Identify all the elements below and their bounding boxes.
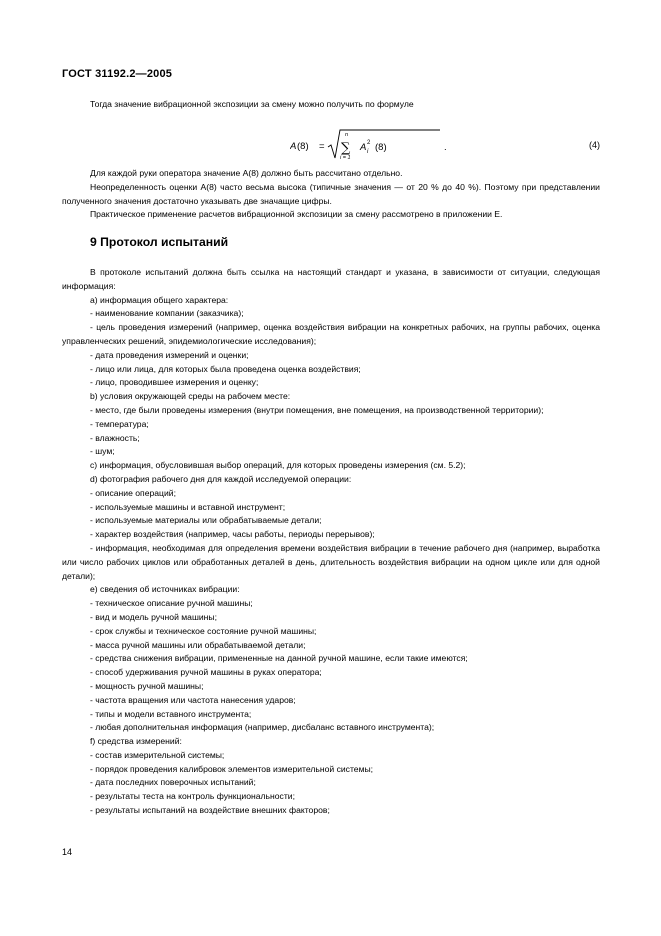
protocol-item: - описание операций; (90, 487, 176, 498)
note-paragraph: Для каждой руки оператора значение A(8) должно быть рассчитано отдельно. (90, 168, 403, 178)
protocol-item: - шум; (90, 446, 115, 457)
protocol-item: - место, где были проведены измерения (внутри помещения, вне помещения, на производственной территории); (90, 404, 544, 415)
term-superscript: 2 (367, 140, 371, 146)
protocol-item: - способ удерживания ручной машины в руках оператора; (90, 667, 322, 678)
protocol-item: - результаты теста на контроль функциональности; (90, 791, 295, 802)
protocol-item: е) сведения об источниках вибрации: (90, 584, 240, 595)
equation-number: (4) (589, 140, 600, 150)
intro-paragraph (62, 98, 600, 112)
protocol-item: - влажность; (90, 432, 140, 443)
protocol-item: - дата последних поверочных испытаний; (90, 777, 256, 788)
protocol-item: - используемые машины и вставной инструмент; (90, 501, 286, 512)
intro-text: Тогда значение вибрационной экспозиции за смену можно получить по формуле (90, 99, 414, 109)
protocol-item: d) фотография рабочего дня для каждой исследуемой операции: (90, 473, 352, 484)
sum-lower-limit: i = 1 (340, 155, 351, 161)
protocol-item: - любая дополнительная информация (например, дисбаланс вставного инструмента); (90, 722, 435, 733)
note-paragraph: Практическое применение расчетов вибрационной экспозиции за смену рассмотрено в приложении Е. (90, 209, 503, 220)
formula-notes (62, 167, 600, 222)
protocol-item: - мощность ручной машины; (90, 680, 204, 691)
protocol-item: - дата проведения измерений и оценки; (90, 349, 249, 360)
protocol-item: - средства снижения вибрации, примененные на данной ручной машине, если такие имеются; (90, 653, 468, 664)
protocol-item: - частота вращения или частота нанесения ударов; (90, 694, 296, 705)
term-symbol: A (360, 142, 367, 153)
protocol-item: - лицо, проводившее измерения и оценку; (90, 377, 259, 388)
sigma-icon: ∑ (341, 141, 351, 156)
protocol-paragraph: В протоколе испытаний должна быть ссылка на настоящий стандарт и указана, в зависимости от ситуации, следующая информация: (62, 267, 600, 291)
protocol-item: b) условия окружающей среды на рабочем месте: (90, 391, 291, 402)
formula-lhs-symbol: A (290, 141, 297, 152)
page-header: ГОСТ 31192.2—2005 (62, 68, 173, 80)
note-paragraph: Неопределенность оценки A(8) часто весьма высока (типичные значения — от 20 % до 40 %). Поэтому при представлении полученного значения достаточно указывать две значащие цифры. (62, 181, 600, 206)
section-heading: 9 Протокол испытаний (90, 235, 229, 249)
protocol-content (62, 266, 600, 818)
protocol-item: - наименование компании (заказчика); (90, 308, 244, 319)
formula-lhs-arg: (8) (297, 141, 309, 152)
protocol-item: - вид и модель ручной машины; (90, 611, 217, 622)
protocol-item: - лицо или лица, для которых была проведена оценка воздействия; (90, 363, 361, 374)
protocol-item: - температура; (90, 418, 149, 429)
protocol-item: f) средства измерений: (90, 736, 182, 747)
protocol-item: - результаты испытаний на воздействие внешних факторов; (90, 805, 330, 816)
term-subscript: i (367, 149, 369, 155)
protocol-item: - информация, необходимая для определения времени воздействия вибрации в течение рабочего дня (например, выработка или число рабочих циклов или обработанных деталей в день, длительность воздействия вибрации на одном цикле или для одной детали); (62, 542, 600, 581)
term-arg: (8) (375, 142, 387, 153)
sum-upper-limit: n (345, 132, 349, 138)
protocol-item: - состав измерительной системы; (90, 749, 225, 760)
protocol-item: - типы и модели вставного инструмента; (90, 708, 252, 719)
protocol-item: - используемые материалы или обрабатываемые детали; (90, 515, 322, 526)
protocol-item: - масса ручной машины или обрабатываемой детали; (90, 639, 306, 650)
protocol-item: - цель проведения измерений (например, оценка воздействия вибрации на конкретных рабочих, на группы рабочих, оценка управленческих решений, эпидемиологические исследования); (62, 322, 600, 346)
protocol-item: а) информация общего характера: (90, 294, 229, 305)
protocol-item: - срок службы и техническое состояние ручной машины; (90, 625, 317, 636)
formula-expression (290, 128, 520, 162)
page-number: 14 (62, 847, 73, 857)
protocol-item: - характер воздействия (например, часы работы, периоды перерывов); (90, 529, 375, 540)
protocol-item: - техническое описание ручной машины; (90, 598, 253, 609)
protocol-item: - порядок проведения калибровок элементов измерительной системы; (90, 763, 374, 774)
formula-4 (62, 128, 600, 162)
formula-equals: = (319, 141, 325, 152)
protocol-item: c) информация, обусловившая выбор операций, для которых проведены измерения (см. 5.2); (90, 460, 466, 471)
formula-tail: . (444, 142, 447, 153)
